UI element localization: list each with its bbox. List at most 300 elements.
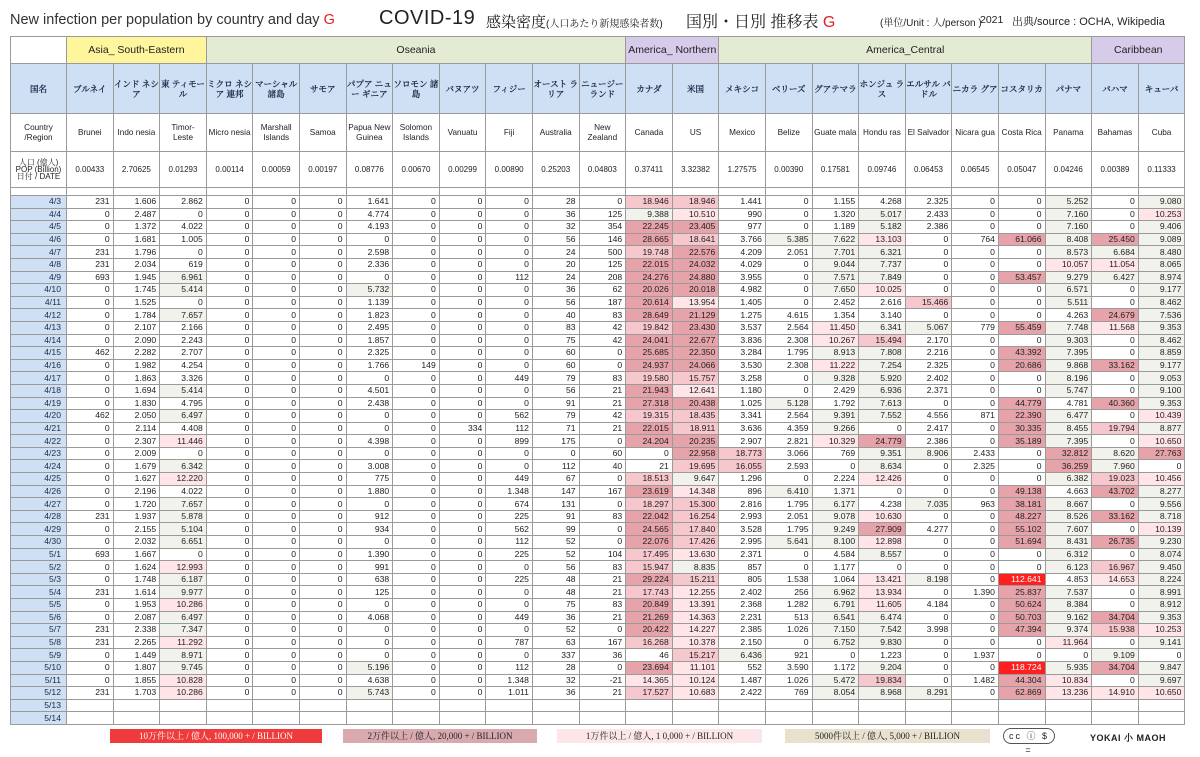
value-cell: 4.022 xyxy=(160,221,207,234)
country-en-15: Belize xyxy=(765,114,812,152)
value-cell: 2.433 xyxy=(905,208,952,221)
value-cell: 0 xyxy=(1092,548,1139,561)
value-cell: 1.807 xyxy=(113,661,160,674)
value-cell: 0 xyxy=(67,498,114,511)
value-cell: 562 xyxy=(486,410,533,423)
value-cell: 147 xyxy=(532,485,579,498)
value-cell: 6.123 xyxy=(1045,561,1092,574)
value-cell xyxy=(1045,699,1092,712)
value-cell: 11.292 xyxy=(160,636,207,649)
value-cell: 0 xyxy=(67,233,114,246)
value-cell: 0 xyxy=(952,573,999,586)
value-cell: 79 xyxy=(532,372,579,385)
value-cell: 0 xyxy=(67,309,114,322)
country-en-14: Mexico xyxy=(719,114,766,152)
value-cell: 1.830 xyxy=(113,397,160,410)
value-cell: 2.087 xyxy=(113,611,160,624)
value-cell: 0 xyxy=(253,510,300,523)
value-cell: 0 xyxy=(905,460,952,473)
spacer-cell xyxy=(672,188,719,196)
value-cell: 6.651 xyxy=(160,536,207,549)
value-cell: 0 xyxy=(67,296,114,309)
date-row xyxy=(11,699,1185,712)
value-cell: 83 xyxy=(579,561,626,574)
value-cell: 0 xyxy=(393,435,440,448)
value-cell: 61.066 xyxy=(998,233,1045,246)
value-cell: 7.395 xyxy=(1045,435,1092,448)
value-cell: 2.433 xyxy=(952,447,999,460)
value-cell: 0 xyxy=(393,321,440,334)
value-cell: 0 xyxy=(253,536,300,549)
value-cell: 8.455 xyxy=(1045,422,1092,435)
country-en-22: Bahamas xyxy=(1092,114,1139,152)
spacer-cell xyxy=(859,188,906,196)
value-cell: 0 xyxy=(206,372,253,385)
value-cell: 20 xyxy=(532,258,579,271)
country-jp-11: ニュージー ランド xyxy=(579,64,626,114)
value-cell xyxy=(1092,699,1139,712)
value-cell: 0 xyxy=(765,284,812,297)
value-cell xyxy=(859,712,906,725)
value-cell: 2.564 xyxy=(765,321,812,334)
value-cell: 0 xyxy=(952,636,999,649)
value-cell: 0 xyxy=(299,687,346,700)
value-cell: 0 xyxy=(206,284,253,297)
value-cell: 0 xyxy=(299,485,346,498)
value-cell: 11.450 xyxy=(812,321,859,334)
value-cell: 6.177 xyxy=(812,498,859,511)
country-en-21: Panama xyxy=(1045,114,1092,152)
value-cell: 8.718 xyxy=(1138,510,1185,523)
value-cell: 55.459 xyxy=(998,321,1045,334)
value-cell: 10.650 xyxy=(1138,687,1185,700)
value-cell: 9.044 xyxy=(812,258,859,271)
value-cell: 1.937 xyxy=(113,510,160,523)
value-cell: 0 xyxy=(253,674,300,687)
date-row xyxy=(11,586,1185,599)
value-cell: 7.035 xyxy=(905,498,952,511)
value-cell: 0 xyxy=(299,624,346,637)
value-cell: 187 xyxy=(579,296,626,309)
legend-10k: 1万件以上 / 億人, 1 0,000 + / BILLION xyxy=(557,729,762,743)
date-cell: 5/5 xyxy=(11,599,67,612)
population-1: 2.70625 xyxy=(113,152,160,188)
date-cell: 4/6 xyxy=(11,233,67,246)
value-cell: 75 xyxy=(532,334,579,347)
country-en-13: US xyxy=(672,114,719,152)
date-row xyxy=(11,599,1185,612)
population-2: 0.01293 xyxy=(160,152,207,188)
value-cell: 3.766 xyxy=(719,233,766,246)
value-cell: 0 xyxy=(393,498,440,511)
value-cell: 7.542 xyxy=(859,624,906,637)
value-cell: 0 xyxy=(1092,372,1139,385)
value-cell: 2.114 xyxy=(113,422,160,435)
country-jp-0: ブルネイ xyxy=(67,64,114,114)
value-cell: 9.351 xyxy=(859,447,906,460)
value-cell: 8.557 xyxy=(859,548,906,561)
value-cell xyxy=(952,712,999,725)
value-cell: 0 xyxy=(952,548,999,561)
value-cell: 0 xyxy=(206,435,253,448)
title-japanese: 感染密度(人口あたり新規感染者数) xyxy=(486,14,663,31)
value-cell xyxy=(626,699,673,712)
date-row xyxy=(11,372,1185,385)
value-cell: 1.441 xyxy=(719,196,766,209)
value-cell: 0 xyxy=(206,246,253,259)
value-cell xyxy=(859,699,906,712)
value-cell: 912 xyxy=(346,510,393,523)
value-cell: 21 xyxy=(579,611,626,624)
value-cell: 0 xyxy=(765,208,812,221)
value-cell: 9.406 xyxy=(1138,221,1185,234)
value-cell xyxy=(253,699,300,712)
value-cell: 9.556 xyxy=(1138,498,1185,511)
value-cell: 49.138 xyxy=(998,485,1045,498)
value-cell: 67 xyxy=(532,473,579,486)
value-cell: 7.960 xyxy=(1092,460,1139,473)
value-cell: 0 xyxy=(905,271,952,284)
population-16: 0.17581 xyxy=(812,152,859,188)
unit-label: (単位/Unit : 人/person ) xyxy=(880,18,982,29)
value-cell: 0 xyxy=(67,661,114,674)
value-cell: 231 xyxy=(67,246,114,259)
value-cell: 0 xyxy=(1092,498,1139,511)
value-cell: 0 xyxy=(439,296,486,309)
value-cell xyxy=(206,699,253,712)
value-cell: 27.318 xyxy=(626,397,673,410)
date-cell: 5/14 xyxy=(11,712,67,725)
value-cell: 1.025 xyxy=(719,397,766,410)
value-cell: 9.450 xyxy=(1138,561,1185,574)
value-cell: 24.880 xyxy=(672,271,719,284)
value-cell: 1.064 xyxy=(812,573,859,586)
value-cell: 0 xyxy=(206,586,253,599)
value-cell: 0 xyxy=(439,561,486,574)
value-cell: 1.784 xyxy=(113,309,160,322)
spacer-cell xyxy=(113,188,160,196)
value-cell: 0 xyxy=(439,258,486,271)
value-cell: 60 xyxy=(532,347,579,360)
value-cell: 6.497 xyxy=(160,611,207,624)
value-cell: 0 xyxy=(253,523,300,536)
value-cell: 4.068 xyxy=(346,611,393,624)
value-cell: 24.276 xyxy=(626,271,673,284)
value-cell: 131 xyxy=(532,498,579,511)
value-cell: 36 xyxy=(532,611,579,624)
spacer-cell xyxy=(11,188,67,196)
date-row xyxy=(11,473,1185,486)
value-cell: 1.282 xyxy=(765,599,812,612)
date-cell: 4/15 xyxy=(11,347,67,360)
value-cell: 0 xyxy=(439,460,486,473)
value-cell: 1.189 xyxy=(812,221,859,234)
value-cell: 769 xyxy=(765,687,812,700)
value-cell: 28 xyxy=(532,196,579,209)
date-row xyxy=(11,233,1185,246)
value-cell xyxy=(346,712,393,725)
row-label-en: Country /Region xyxy=(11,114,67,152)
value-cell: 2.438 xyxy=(346,397,393,410)
value-cell: 4.277 xyxy=(905,523,952,536)
value-cell: 0 xyxy=(299,284,346,297)
value-cell: 0 xyxy=(206,498,253,511)
value-cell xyxy=(206,712,253,725)
value-cell: 787 xyxy=(486,636,533,649)
value-cell: 48 xyxy=(532,586,579,599)
value-cell: 36 xyxy=(532,208,579,221)
value-cell: 0 xyxy=(299,422,346,435)
value-cell: 8.913 xyxy=(812,347,859,360)
value-cell: 0 xyxy=(160,447,207,460)
date-cell: 5/11 xyxy=(11,674,67,687)
value-cell: 0 xyxy=(393,674,440,687)
date-cell: 4/24 xyxy=(11,460,67,473)
country-en-5: Samoa xyxy=(299,114,346,152)
region-2: America_ Northern xyxy=(626,37,719,64)
population-6: 0.08776 xyxy=(346,152,393,188)
value-cell: 0 xyxy=(160,548,207,561)
value-cell: 991 xyxy=(346,561,393,574)
value-cell xyxy=(160,712,207,725)
value-cell: 3.326 xyxy=(160,372,207,385)
value-cell: 0 xyxy=(393,649,440,662)
value-cell: 62 xyxy=(579,284,626,297)
value-cell: 0 xyxy=(1092,347,1139,360)
value-cell: 2.452 xyxy=(812,296,859,309)
country-en-0: Brunei xyxy=(67,114,114,152)
region-3: America_Central xyxy=(719,37,1092,64)
country-en-20: Costa Rica xyxy=(998,114,1045,152)
value-cell: 4.615 xyxy=(765,309,812,322)
value-cell: 22.576 xyxy=(672,246,719,259)
date-cell: 5/13 xyxy=(11,699,67,712)
value-cell: 449 xyxy=(486,473,533,486)
value-cell: 0 xyxy=(998,384,1045,397)
value-cell: 2.170 xyxy=(905,334,952,347)
value-cell xyxy=(393,712,440,725)
value-cell: 7.657 xyxy=(160,498,207,511)
country-jp-2: 東 ティモール xyxy=(160,64,207,114)
country-en-4: Marshall Islands xyxy=(253,114,300,152)
value-cell: 5.743 xyxy=(346,687,393,700)
value-cell: 0 xyxy=(1092,296,1139,309)
value-cell: 449 xyxy=(486,372,533,385)
country-en-11: New Zealand xyxy=(579,114,626,152)
value-cell: 0 xyxy=(393,687,440,700)
value-cell: 0 xyxy=(439,321,486,334)
value-cell: 56 xyxy=(532,561,579,574)
country-en-17: Hondu ras xyxy=(859,114,906,152)
value-cell: 6.541 xyxy=(812,611,859,624)
value-cell: 19.748 xyxy=(626,246,673,259)
value-cell: 40 xyxy=(532,309,579,322)
value-cell: 7.552 xyxy=(859,410,906,423)
value-cell: 16.967 xyxy=(1092,561,1139,574)
value-cell: 23.405 xyxy=(672,221,719,234)
value-cell: 0 xyxy=(253,246,300,259)
value-cell: 225 xyxy=(486,573,533,586)
value-cell: 2.336 xyxy=(346,258,393,271)
value-cell: 14.365 xyxy=(626,674,673,687)
value-cell: 34.704 xyxy=(1092,661,1139,674)
date-cell: 4/17 xyxy=(11,372,67,385)
value-cell: 0 xyxy=(952,561,999,574)
value-cell: 1.026 xyxy=(765,674,812,687)
value-cell: 112 xyxy=(486,271,533,284)
value-cell: 354 xyxy=(579,221,626,234)
value-cell: 0 xyxy=(579,661,626,674)
value-cell: 0 xyxy=(67,284,114,297)
value-cell: 1.667 xyxy=(113,548,160,561)
value-cell: 1.405 xyxy=(719,296,766,309)
value-cell: 0 xyxy=(253,561,300,574)
value-cell: 20.849 xyxy=(626,599,673,612)
value-cell: 5.252 xyxy=(1045,196,1092,209)
population-13: 3.32382 xyxy=(672,152,719,188)
value-cell: 0 xyxy=(579,196,626,209)
value-cell: 1.606 xyxy=(113,196,160,209)
value-cell: 6.436 xyxy=(719,649,766,662)
value-cell: 0 xyxy=(67,536,114,549)
value-cell: 0 xyxy=(393,523,440,536)
value-cell: 1.880 xyxy=(346,485,393,498)
value-cell: 6.936 xyxy=(859,384,906,397)
value-cell: 8.526 xyxy=(1045,510,1092,523)
value-cell: 1.296 xyxy=(719,473,766,486)
value-cell: 1.766 xyxy=(346,359,393,372)
value-cell: 0 xyxy=(393,397,440,410)
value-cell: 18.435 xyxy=(672,410,719,423)
value-cell: 6.477 xyxy=(1045,410,1092,423)
value-cell: 0 xyxy=(486,321,533,334)
value-cell: 0 xyxy=(486,284,533,297)
country-en-1: Indo nesia xyxy=(113,114,160,152)
date-row xyxy=(11,334,1185,347)
value-cell: 3.140 xyxy=(859,309,906,322)
value-cell: 9.353 xyxy=(1138,611,1185,624)
value-cell: 0 xyxy=(439,498,486,511)
value-cell: 0 xyxy=(579,435,626,448)
spacer-cell xyxy=(765,188,812,196)
value-cell: 12.898 xyxy=(859,536,906,549)
value-cell: 0 xyxy=(439,447,486,460)
value-cell: 24.679 xyxy=(1092,309,1139,322)
value-cell: 91 xyxy=(532,397,579,410)
date-cell: 4/8 xyxy=(11,258,67,271)
value-cell: 0 xyxy=(1092,586,1139,599)
value-cell: 2.593 xyxy=(765,460,812,473)
value-cell: 10.057 xyxy=(1045,258,1092,271)
spacer-cell xyxy=(952,188,999,196)
value-cell: 0 xyxy=(206,460,253,473)
value-cell: 552 xyxy=(719,661,766,674)
value-cell: 1.348 xyxy=(486,485,533,498)
value-cell: 83 xyxy=(579,510,626,523)
year-label: 2021 xyxy=(980,14,1004,26)
value-cell: 0 xyxy=(579,359,626,372)
value-cell: 1.155 xyxy=(812,196,859,209)
value-cell: 1.390 xyxy=(952,586,999,599)
value-cell: 0 xyxy=(905,536,952,549)
value-cell: 0 xyxy=(393,296,440,309)
value-cell: 0 xyxy=(952,536,999,549)
value-cell: 56 xyxy=(532,384,579,397)
infection-table xyxy=(10,36,1185,725)
value-cell: 1.792 xyxy=(812,397,859,410)
value-cell: 3.284 xyxy=(719,347,766,360)
value-cell: 0 xyxy=(998,548,1045,561)
value-cell: 22.958 xyxy=(672,447,719,460)
value-cell: 693 xyxy=(67,271,114,284)
logo: YOKAI 小 MAOH xyxy=(1090,733,1167,743)
value-cell: 7.160 xyxy=(1045,221,1092,234)
value-cell: 91 xyxy=(532,510,579,523)
value-cell: 43.392 xyxy=(998,347,1045,360)
value-cell: 2.009 xyxy=(113,447,160,460)
value-cell: 3.998 xyxy=(905,624,952,637)
value-cell: 36 xyxy=(532,284,579,297)
value-cell: 60 xyxy=(579,447,626,460)
value-cell: 0 xyxy=(998,447,1045,460)
spacer-cell xyxy=(1045,188,1092,196)
value-cell xyxy=(439,699,486,712)
value-cell: 8.065 xyxy=(1138,258,1185,271)
value-cell: 8.384 xyxy=(1045,599,1092,612)
value-cell xyxy=(1092,712,1139,725)
value-cell: 4.268 xyxy=(859,196,906,209)
value-cell: 20.614 xyxy=(626,296,673,309)
value-cell: 0 xyxy=(905,485,952,498)
value-cell: 1.953 xyxy=(113,599,160,612)
value-cell: 8.074 xyxy=(1138,548,1185,561)
date-row xyxy=(11,649,1185,662)
value-cell: 0 xyxy=(160,208,207,221)
value-cell: 5.067 xyxy=(905,321,952,334)
value-cell: 0 xyxy=(299,221,346,234)
value-cell: 0 xyxy=(206,636,253,649)
value-cell: 7.571 xyxy=(812,271,859,284)
value-cell: 16.254 xyxy=(672,510,719,523)
legend-100k: 10万件以上 / 億人, 100,000 + / BILLION xyxy=(110,729,322,743)
population-row xyxy=(11,152,1185,188)
value-cell: 0 xyxy=(952,258,999,271)
value-cell: 0 xyxy=(206,536,253,549)
value-cell: 6.752 xyxy=(812,636,859,649)
value-cell: 4.408 xyxy=(160,422,207,435)
value-cell: 0 xyxy=(579,498,626,511)
value-cell: 62.869 xyxy=(998,687,1045,700)
value-cell: 1.005 xyxy=(160,233,207,246)
value-cell: 0 xyxy=(579,624,626,637)
value-cell: 6.321 xyxy=(859,246,906,259)
value-cell: 0 xyxy=(299,397,346,410)
value-cell: 0 xyxy=(67,321,114,334)
date-cell: 5/3 xyxy=(11,573,67,586)
value-cell: 26.735 xyxy=(1092,536,1139,549)
value-cell: 0 xyxy=(439,397,486,410)
value-cell: 0 xyxy=(439,485,486,498)
value-cell: 11.222 xyxy=(812,359,859,372)
value-cell: 0 xyxy=(67,674,114,687)
value-cell: 21 xyxy=(626,460,673,473)
date-cell: 4/28 xyxy=(11,510,67,523)
population-0: 0.00433 xyxy=(67,152,114,188)
value-cell: 334 xyxy=(439,422,486,435)
value-cell: 1.703 xyxy=(113,687,160,700)
value-cell: 40 xyxy=(579,460,626,473)
value-cell: 24.041 xyxy=(626,334,673,347)
